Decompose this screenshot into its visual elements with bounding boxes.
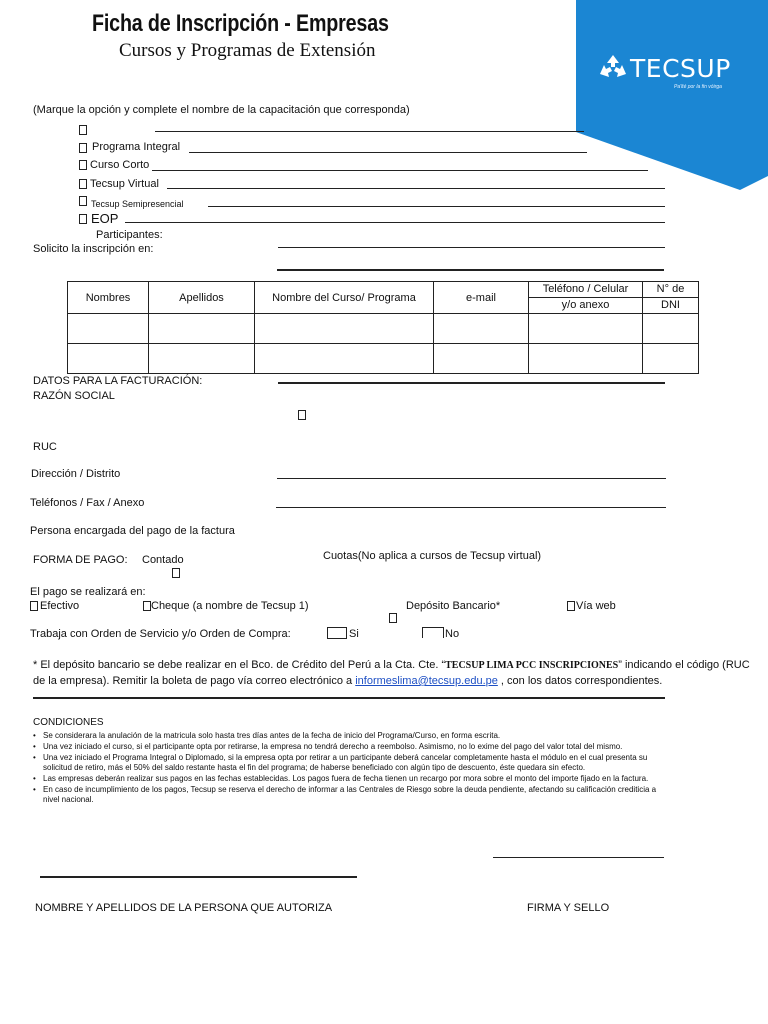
section-divider bbox=[33, 697, 665, 699]
authorizer-line[interactable] bbox=[40, 876, 357, 878]
header-dni-line1: N° de bbox=[643, 282, 698, 298]
table-cell[interactable] bbox=[434, 314, 529, 344]
header-dni bbox=[643, 282, 699, 314]
tecsup-semipresencial-line[interactable] bbox=[208, 206, 665, 207]
billing-heading: DATOS PARA LA FACTURACIÓN: bbox=[33, 375, 203, 387]
programa-integral-label: Programa Integral bbox=[92, 141, 181, 153]
via-web-label: Vía web bbox=[576, 600, 616, 612]
deposito-label: Depósito Bancario* bbox=[406, 600, 501, 612]
contado-checkbox[interactable] bbox=[172, 568, 180, 578]
brand-background bbox=[576, 0, 768, 190]
list-item bbox=[33, 774, 673, 784]
table-cell[interactable] bbox=[529, 344, 643, 374]
deposit-note-part2: ” indicando el código (RUC bbox=[618, 659, 750, 671]
deposit-note-line1 bbox=[33, 659, 750, 671]
condition-text: Se considerara la anulación de la matricula solo hasta tres días antes de la fecha de inicio del Programa/Curso, en forma escrita. bbox=[43, 731, 501, 740]
table-cell[interactable] bbox=[149, 344, 255, 374]
table-cell[interactable] bbox=[434, 344, 529, 374]
solicito-line-1[interactable] bbox=[278, 247, 665, 248]
orden-label: Trabaja con Orden de Servicio y/o Orden de Compra: bbox=[30, 628, 291, 640]
efectivo-checkbox[interactable] bbox=[30, 601, 38, 611]
si-checkbox[interactable] bbox=[327, 627, 347, 639]
tecsup-virtual-label: Tecsup Virtual bbox=[90, 178, 159, 190]
tecsup-virtual-checkbox[interactable] bbox=[79, 179, 87, 189]
persona-label: Persona encargada del pago de la factura bbox=[30, 525, 235, 537]
tecsup-virtual-line[interactable] bbox=[167, 188, 665, 189]
no-label: No bbox=[445, 628, 460, 640]
bullet-icon: • bbox=[33, 753, 36, 762]
table-cell[interactable] bbox=[643, 344, 699, 374]
forma-pago-label: FORMA DE PAGO: bbox=[33, 554, 128, 566]
condition-text: Una vez iniciado el curso, si el participante opta por retirarse, la empresa no tendrá derecho a reembolso. Asimismo, no lo exime del pago del valor total del mismo. bbox=[43, 742, 623, 751]
direccion-label: Dirección / Distrito bbox=[31, 468, 121, 480]
tecsup-semipresencial-label: Tecsup Semipresencial bbox=[91, 199, 184, 209]
cheque-label: Cheque (a nombre de Tecsup 1) bbox=[151, 600, 309, 612]
table-cell[interactable] bbox=[68, 344, 149, 374]
table-cell[interactable] bbox=[255, 314, 434, 344]
header-apellidos: Apellidos bbox=[149, 282, 255, 314]
deposit-account: TECSUP LIMA PCC INSCRIPCIONES bbox=[445, 660, 619, 671]
authorizer-label: NOMBRE Y APELLIDOS DE LA PERSONA QUE AUTORIZA bbox=[35, 902, 333, 914]
header-nombres: Nombres bbox=[68, 282, 149, 314]
table-row bbox=[68, 314, 699, 344]
header-dni-line2: DNI bbox=[661, 299, 680, 311]
recycle-icon bbox=[596, 52, 630, 86]
logo-text: TECSUP bbox=[630, 54, 731, 83]
no-checkbox[interactable] bbox=[422, 627, 444, 638]
eop-checkbox[interactable] bbox=[79, 214, 87, 224]
option-blank-line[interactable] bbox=[155, 131, 584, 132]
razon-social-checkbox[interactable] bbox=[298, 410, 306, 420]
curso-corto-line[interactable] bbox=[152, 170, 648, 171]
table-cell[interactable] bbox=[68, 314, 149, 344]
list-item bbox=[33, 785, 673, 805]
option-blank-checkbox[interactable] bbox=[79, 125, 87, 135]
list-item bbox=[33, 742, 673, 752]
condition-text: Las empresas deberán realizar sus pagos en las fechas establecidas. Los pagos fuera de fecha tienen un recargo por mora sobre el monto del importe fijado en la factura. bbox=[43, 774, 649, 783]
table-cell[interactable] bbox=[149, 314, 255, 344]
si-label: Si bbox=[349, 628, 359, 640]
list-item bbox=[33, 753, 673, 773]
tecsup-semipresencial-checkbox[interactable] bbox=[79, 196, 87, 206]
programa-integral-checkbox[interactable] bbox=[79, 143, 87, 153]
telefonos-line[interactable] bbox=[276, 507, 666, 508]
solicito-line-2[interactable] bbox=[277, 269, 664, 271]
bullet-icon: • bbox=[33, 731, 36, 740]
condition-text: Una vez iniciado el Programa Integral o Diplomado, si la empresa opta por retirar a un participante deberá cancelar completamente hasta el módulo en el cual presenta su solicitud de retiro, más el 50% del saldo restante hasta el fin del programa; de haberse beneficiado con algún tipo de descuento, éste quedara sin efecto. bbox=[43, 753, 648, 772]
form-subtitle: Cursos y Programas de Extensión bbox=[119, 40, 376, 61]
header-telefono-line2: y/o anexo bbox=[561, 299, 610, 311]
table-cell[interactable] bbox=[255, 344, 434, 374]
firma-line[interactable] bbox=[493, 857, 664, 858]
pago-label: El pago se realizará en: bbox=[30, 586, 146, 598]
billing-line[interactable] bbox=[278, 382, 665, 384]
conditions-heading: CONDICIONES bbox=[33, 717, 104, 728]
deposit-note-line2a: de la empresa). Remitir la boleta de pago vía correo electrónico a bbox=[33, 675, 353, 687]
condition-text: En caso de incumplimiento de los pagos, Tecsup se reserva el derecho de informar a las Centrales de Riesgo sobre la deuda pendiente, afectando su calificación crediticia a nivel nacional. bbox=[43, 785, 657, 804]
curso-corto-label: Curso Corto bbox=[90, 159, 150, 171]
table-header-row bbox=[68, 282, 699, 314]
deposito-checkbox[interactable] bbox=[389, 613, 397, 623]
firma-label: FIRMA Y SELLO bbox=[527, 902, 610, 914]
programa-integral-line[interactable] bbox=[189, 152, 587, 153]
deposit-note-part1: * El depósito bancario se debe realizar en el Bco. de Crédito del Perú a la Cta. Cte. “ bbox=[33, 659, 446, 671]
cheque-checkbox[interactable] bbox=[143, 601, 151, 611]
contact-email-link[interactable]: informeslima@tecsup.edu.pe bbox=[355, 675, 498, 687]
eop-line[interactable] bbox=[125, 222, 665, 223]
via-web-checkbox[interactable] bbox=[567, 601, 575, 611]
table-cell[interactable] bbox=[643, 314, 699, 344]
telefonos-label: Teléfonos / Fax / Anexo bbox=[30, 497, 145, 509]
table-cell[interactable] bbox=[529, 314, 643, 344]
bullet-icon: • bbox=[33, 774, 36, 783]
bullet-icon: • bbox=[33, 742, 36, 751]
brand-panel bbox=[576, 0, 768, 190]
participants-label: Participantes: bbox=[96, 229, 163, 241]
bullet-icon: • bbox=[33, 785, 36, 794]
ruc-label: RUC bbox=[33, 441, 57, 453]
razon-social-label: RAZÓN SOCIAL bbox=[33, 390, 115, 402]
conditions-list bbox=[33, 731, 673, 806]
efectivo-label: Efectivo bbox=[40, 600, 80, 612]
header-email: e-mail bbox=[434, 282, 529, 314]
contado-label: Contado bbox=[142, 554, 184, 566]
header-telefono bbox=[529, 282, 643, 314]
eop-label: EOP bbox=[91, 211, 119, 226]
instructions-text: (Marque la opción y complete el nombre de la capacitación que corresponda) bbox=[33, 104, 410, 116]
solicito-label: Solicito la inscripción en: bbox=[33, 243, 154, 255]
participants-table bbox=[67, 281, 699, 374]
header-telefono-line1: Teléfono / Celular bbox=[529, 282, 642, 298]
logo-tagline: Pa'lté por la fin vóirga bbox=[674, 84, 722, 90]
header-curso: Nombre del Curso/ Programa bbox=[255, 282, 434, 314]
deposit-note-line2b: , con los datos correspondientes. bbox=[500, 675, 663, 687]
form-title: Ficha de Inscripción - Empresas bbox=[92, 10, 389, 37]
cuotas-label: Cuotas(No aplica a cursos de Tecsup virtual) bbox=[323, 550, 542, 562]
table-row bbox=[68, 344, 699, 374]
list-item bbox=[33, 731, 673, 741]
direccion-line[interactable] bbox=[277, 478, 666, 479]
curso-corto-checkbox[interactable] bbox=[79, 160, 87, 170]
deposit-note-line2 bbox=[33, 675, 662, 687]
